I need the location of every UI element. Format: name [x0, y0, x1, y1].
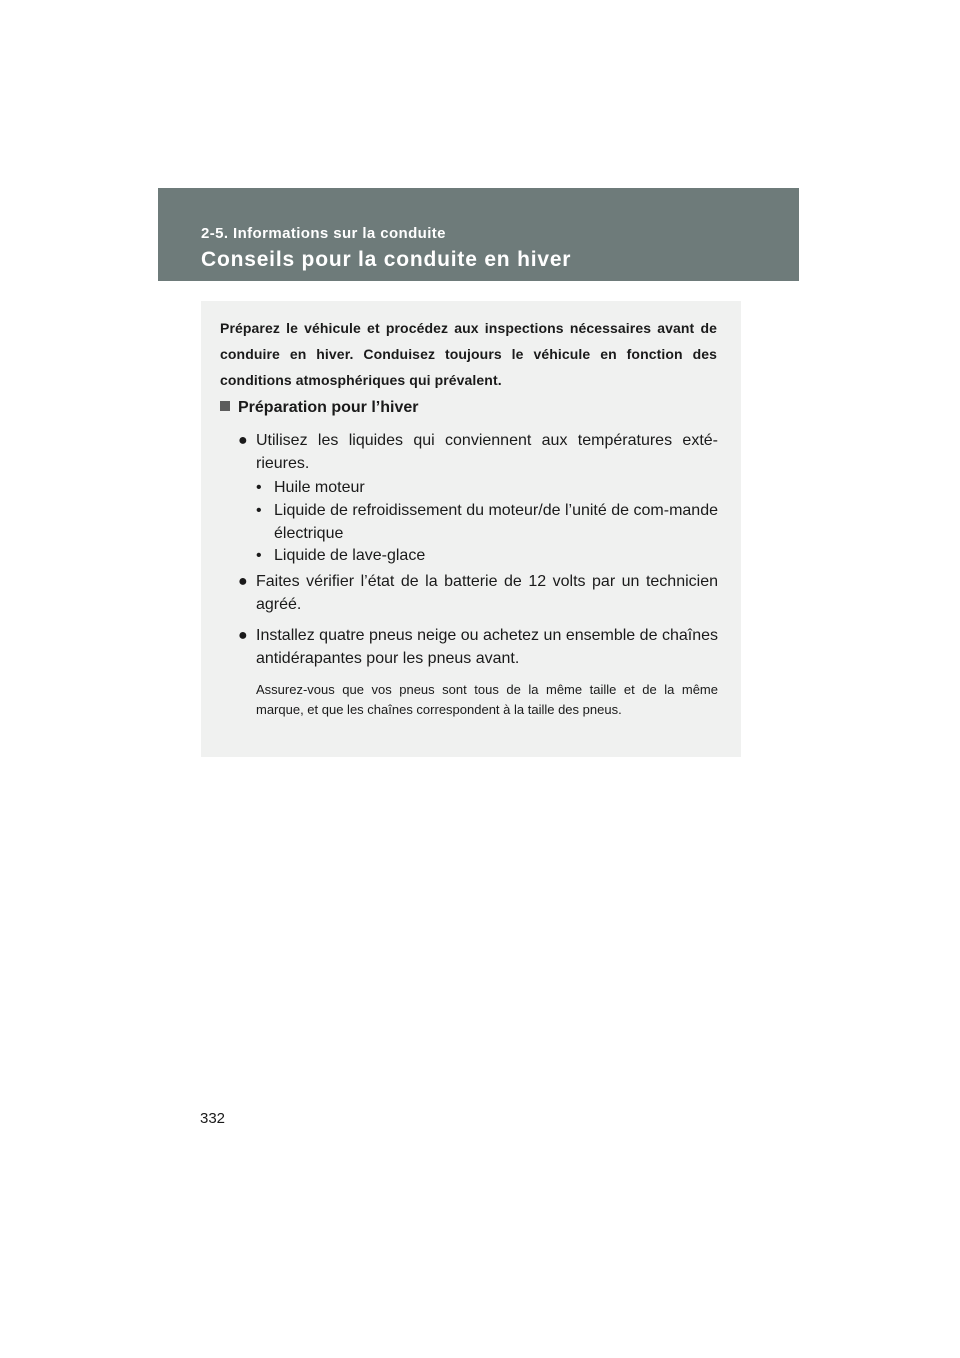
circle-bullet-icon: ● [238, 573, 248, 590]
intro-paragraph: Préparez le véhicule et procédez aux inspections nécessaires avant de conduire en hiver. Conduisez toujours le véhicule en fonction des conditions atmosphériques qui prévalent. [220, 320, 717, 388]
list-item-text: Faites vérifier l’état de la batterie de 12 volts par un technicien agréé. [256, 573, 718, 613]
dot-bullet-icon: • [256, 502, 262, 519]
content-panel [201, 301, 741, 757]
sub-list-item [256, 499, 718, 545]
circle-bullet-icon: ● [238, 432, 248, 449]
circle-bullet-icon: ● [238, 627, 248, 644]
section-header [158, 188, 799, 281]
sub-list-item [256, 476, 718, 499]
note-paragraph: Assurez-vous que vos pneus sont tous de la même taille et de la même marque, et que les chaînes correspondent à la taille des pneus. [256, 682, 718, 717]
dot-bullet-icon: • [256, 479, 262, 496]
list-item [238, 624, 718, 670]
list-item [238, 570, 718, 616]
list-item [238, 429, 718, 475]
sub-list-item [256, 544, 718, 567]
section-label: 2-5. Informations sur la conduite [201, 225, 446, 242]
subheading [220, 398, 418, 418]
page-title: Conseils pour la conduite en hiver [201, 248, 572, 271]
page-number: 332 [200, 1110, 226, 1127]
list-item-text: Installez quatre pneus neige ou achetez un ensemble de chaînes antidérapantes pour les pneus avant. [256, 627, 718, 667]
list-item-text: Utilisez les liquides qui conviennent aux températures exté-rieures. [256, 432, 718, 472]
dot-bullet-icon: • [256, 547, 262, 564]
subheading-text: Préparation pour l’hiver [238, 399, 419, 416]
sub-list-item-text: Huile moteur [274, 479, 365, 496]
square-bullet-icon [220, 401, 230, 411]
sub-list-item-text: Liquide de refroidissement du moteur/de l’unité de com-mande électrique [274, 502, 718, 542]
sub-list-item-text: Liquide de lave-glace [274, 547, 426, 564]
